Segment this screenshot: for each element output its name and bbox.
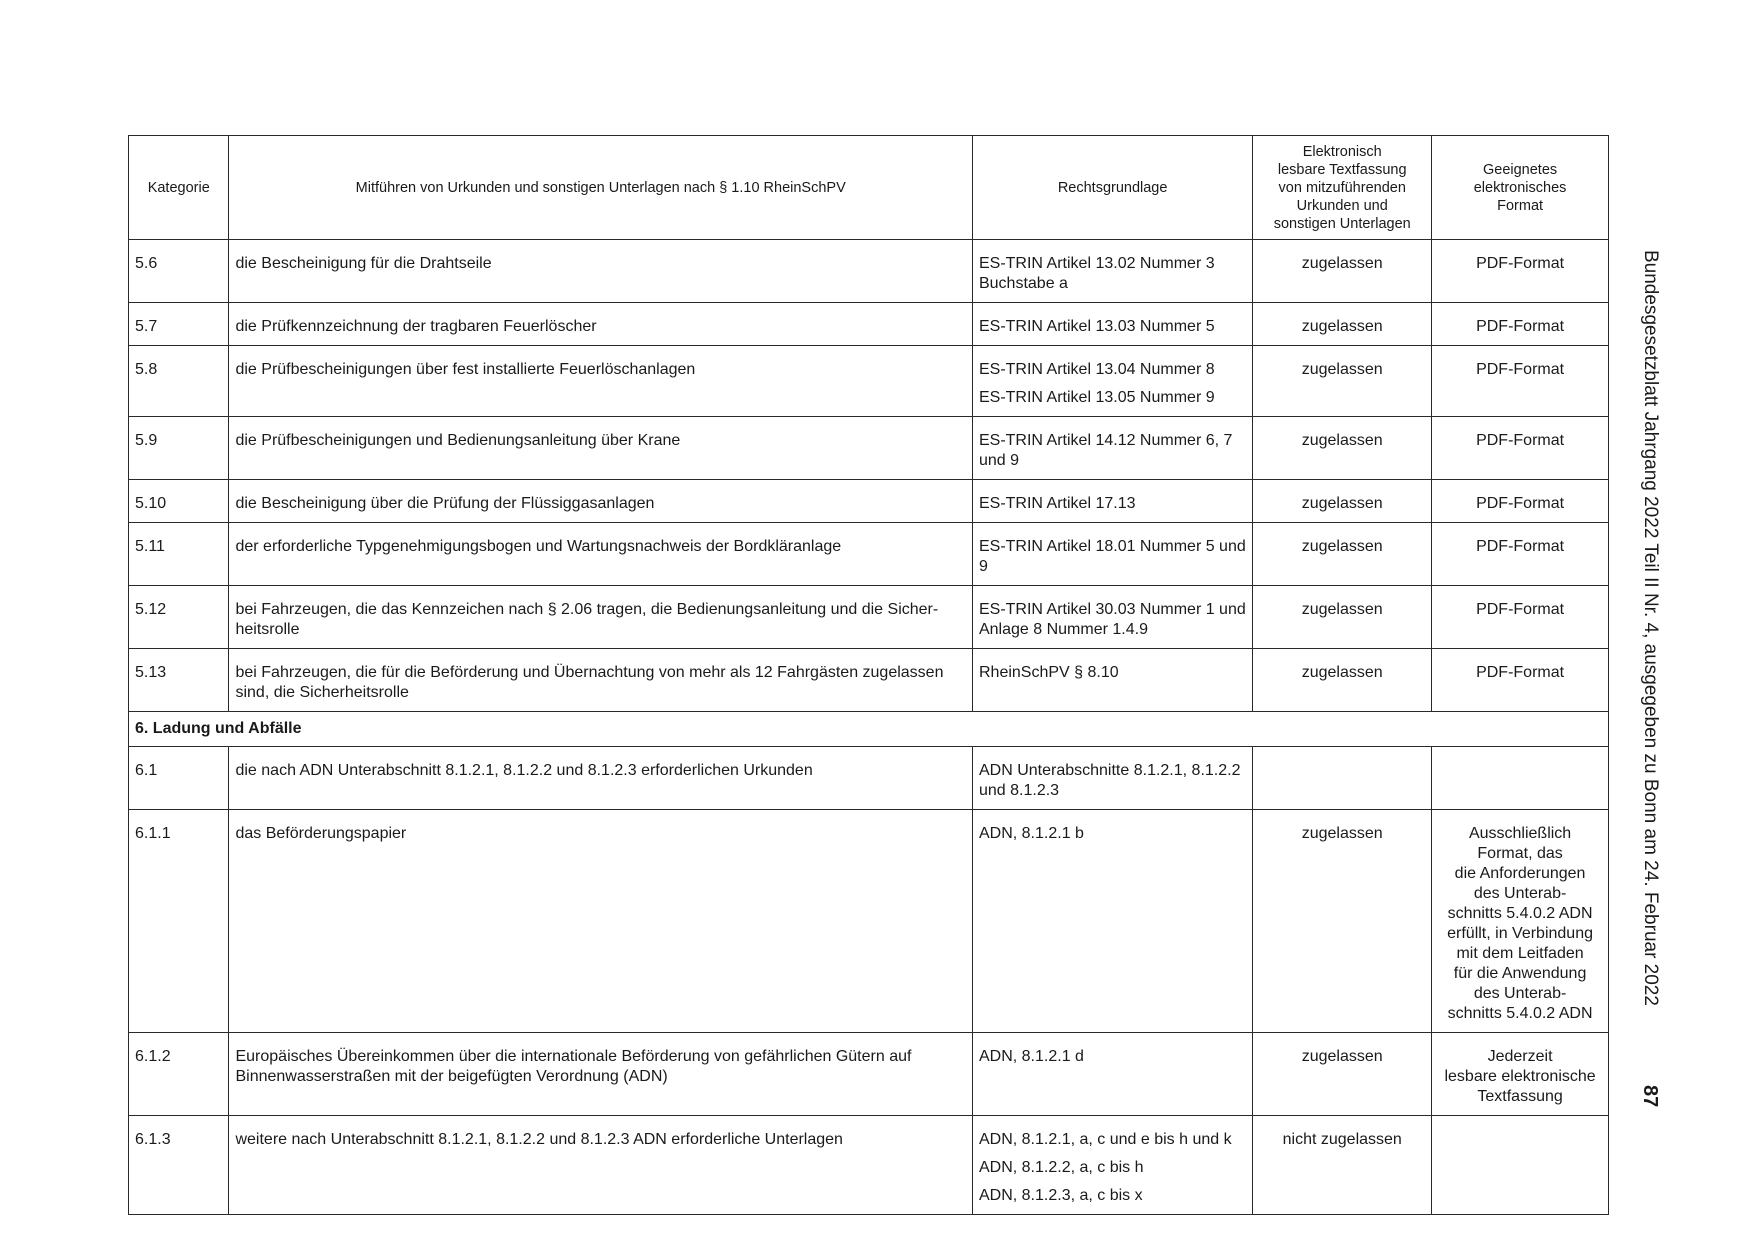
- row-format: PDF-Format: [1432, 240, 1609, 303]
- row-rechtsgrundlage: [972, 240, 1252, 303]
- legal-basis-entry: ADN Unterabschnitte 8.1.2.1, 8.1.2.2 und 8.1.2.3: [978, 762, 1241, 799]
- table-row: [129, 346, 1609, 417]
- row-elektronisch: zugelassen: [1253, 586, 1432, 649]
- row-description: die nach ADN Unterabschnitt 8.1.2.1, 8.1.2.2 und 8.1.2.3 erforderlichen Urkunden: [229, 747, 973, 810]
- row-rechtsgrundlage: [972, 586, 1252, 649]
- legal-basis-entry: RheinSchPV § 8.10: [978, 664, 1119, 681]
- row-kategorie: 5.13: [129, 649, 229, 712]
- table-row: [129, 1033, 1609, 1116]
- table-row: [129, 240, 1609, 303]
- table-row: [129, 1116, 1609, 1215]
- row-kategorie: 5.10: [129, 480, 229, 523]
- row-kategorie: 5.9: [129, 417, 229, 480]
- legal-basis-entry: ES-TRIN Artikel 13.04 Nummer 8: [978, 361, 1215, 378]
- header-kategorie: Kategorie: [129, 136, 229, 240]
- row-format: Jederzeit lesbare elektronische Textfassung: [1432, 1033, 1609, 1116]
- row-elektronisch: zugelassen: [1253, 303, 1432, 346]
- row-rechtsgrundlage: [972, 346, 1252, 417]
- table-header-row: [129, 136, 1609, 240]
- row-description: bei Fahrzeugen, die für die Beförderung und Übernachtung von mehr als 12 Fahrgästen zugelassen sind, die Sicherheitsrolle: [229, 649, 973, 712]
- row-kategorie: 6.1.2: [129, 1033, 229, 1116]
- header-elektronisch: Elektronisch lesbare Textfassung von mitzuführenden Urkunden und sonstigen Unterlagen: [1253, 136, 1432, 240]
- row-format: PDF-Format: [1432, 649, 1609, 712]
- section-6-rows: [129, 747, 1609, 1215]
- header-mitfuehren: Mitführen von Urkunden und sonstigen Unterlagen nach § 1.10 RheinSchPV: [229, 136, 973, 240]
- row-format: PDF-Format: [1432, 417, 1609, 480]
- row-elektronisch: zugelassen: [1253, 480, 1432, 523]
- row-format: [1432, 1116, 1609, 1215]
- row-elektronisch: zugelassen: [1253, 1033, 1432, 1116]
- header-rechtsgrundlage: Rechtsgrundlage: [972, 136, 1252, 240]
- section-5-rows: [129, 240, 1609, 712]
- legal-basis-entry: ADN, 8.1.2.1 d: [978, 1048, 1084, 1065]
- legal-basis-entry: ADN, 8.1.2.1, a, c und e bis h und k: [978, 1131, 1232, 1148]
- legal-basis-entry: ES-TRIN Artikel 14.12 Nummer 6, 7 und 9: [978, 432, 1233, 469]
- row-elektronisch: zugelassen: [1253, 810, 1432, 1033]
- page-number: 87: [1639, 1085, 1661, 1108]
- legal-basis-entry: ADN, 8.1.2.1 b: [978, 825, 1084, 842]
- row-kategorie: 5.7: [129, 303, 229, 346]
- row-rechtsgrundlage: [972, 523, 1252, 586]
- row-rechtsgrundlage: [972, 303, 1252, 346]
- row-description: Europäisches Übereinkommen über die internationale Beförderung von gefährlichen Gütern auf Binnenwasserstraßen mit der beigefügten Verordnung (ADN): [229, 1033, 973, 1116]
- row-rechtsgrundlage: [972, 810, 1252, 1033]
- row-elektronisch: nicht zugelassen: [1253, 1116, 1432, 1215]
- row-rechtsgrundlage: [972, 649, 1252, 712]
- row-format: [1432, 747, 1609, 810]
- row-elektronisch: zugelassen: [1253, 240, 1432, 303]
- table-row: [129, 747, 1609, 810]
- table-row: [129, 523, 1609, 586]
- table-row: [129, 586, 1609, 649]
- row-elektronisch: [1253, 747, 1432, 810]
- row-kategorie: 5.12: [129, 586, 229, 649]
- row-format: PDF-Format: [1432, 586, 1609, 649]
- row-description: die Prüfbescheinigungen und Bedienungsanleitung über Krane: [229, 417, 973, 480]
- legal-basis-entry: ADN, 8.1.2.3, a, c bis x: [978, 1187, 1143, 1204]
- legal-basis-entry: ES-TRIN Artikel 13.05 Nummer 9: [978, 389, 1215, 406]
- row-elektronisch: zugelassen: [1253, 649, 1432, 712]
- row-description: bei Fahrzeugen, die das Kennzeichen nach § 2.06 tragen, die Bedienungsanleitung und die Sicher- heitsrolle: [229, 586, 973, 649]
- section-6-title: 6. Ladung und Abfälle: [129, 712, 1609, 747]
- row-kategorie: 6.1.1: [129, 810, 229, 1033]
- row-format: PDF-Format: [1432, 523, 1609, 586]
- running-head: Bundesgesetzblatt Jahrgang 2022 Teil II Nr. 4, ausgegeben zu Bonn am 24. Februar 2022: [1640, 250, 1661, 1006]
- legal-basis-entry: ADN, 8.1.2.2, a, c bis h: [978, 1159, 1144, 1176]
- row-kategorie: 5.11: [129, 523, 229, 586]
- section-heading-row: [129, 712, 1609, 747]
- row-description: die Prüfbescheinigungen über fest installierte Feuerlöschanlagen: [229, 346, 973, 417]
- header-format: Geeignetes elektronisches Format: [1432, 136, 1609, 240]
- row-rechtsgrundlage: [972, 1116, 1252, 1215]
- row-description: weitere nach Unterabschnitt 8.1.2.1, 8.1.2.2 und 8.1.2.3 ADN erforderliche Unterlagen: [229, 1116, 973, 1215]
- row-format: Ausschließlich Format, das die Anforderungen des Unterab- schnitts 5.4.0.2 ADN erfüllt, in Verbindung mit dem Leitfaden für die Anwendung des Unterab- schnitts 5.4.0.2 ADN: [1432, 810, 1609, 1033]
- row-format: PDF-Format: [1432, 346, 1609, 417]
- row-kategorie: 5.6: [129, 240, 229, 303]
- legal-basis-entry: ES-TRIN Artikel 13.02 Nummer 3 Buchstabe a: [978, 255, 1215, 292]
- table-row: [129, 480, 1609, 523]
- row-kategorie: 6.1.3: [129, 1116, 229, 1215]
- row-description: die Bescheinigung über die Prüfung der Flüssiggasanlagen: [229, 480, 973, 523]
- row-format: PDF-Format: [1432, 303, 1609, 346]
- row-rechtsgrundlage: [972, 747, 1252, 810]
- row-rechtsgrundlage: [972, 417, 1252, 480]
- row-elektronisch: zugelassen: [1253, 346, 1432, 417]
- row-elektronisch: zugelassen: [1253, 523, 1432, 586]
- row-rechtsgrundlage: [972, 480, 1252, 523]
- row-kategorie: 6.1: [129, 747, 229, 810]
- row-description: das Beförderungspapier: [229, 810, 973, 1033]
- legal-basis-entry: ES-TRIN Artikel 17.13: [978, 495, 1136, 512]
- row-kategorie: 5.8: [129, 346, 229, 417]
- row-description: der erforderliche Typgenehmigungsbogen und Wartungsnachweis der Bordkläranlage: [229, 523, 973, 586]
- section-6: [129, 712, 1609, 747]
- legal-basis-entry: ES-TRIN Artikel 18.01 Nummer 5 und 9: [978, 538, 1246, 575]
- regulation-table: [128, 135, 1609, 1215]
- row-description: die Prüfkennzeichnung der tragbaren Feuerlöscher: [229, 303, 973, 346]
- table-row: [129, 649, 1609, 712]
- legal-basis-entry: ES-TRIN Artikel 30.03 Nummer 1 und Anlage 8 Nummer 1.4.9: [978, 601, 1246, 638]
- table-row: [129, 810, 1609, 1033]
- row-elektronisch: zugelassen: [1253, 417, 1432, 480]
- row-format: PDF-Format: [1432, 480, 1609, 523]
- table-row: [129, 417, 1609, 480]
- table-row: [129, 303, 1609, 346]
- row-description: die Bescheinigung für die Drahtseile: [229, 240, 973, 303]
- legal-basis-entry: ES-TRIN Artikel 13.03 Nummer 5: [978, 318, 1215, 335]
- row-rechtsgrundlage: [972, 1033, 1252, 1116]
